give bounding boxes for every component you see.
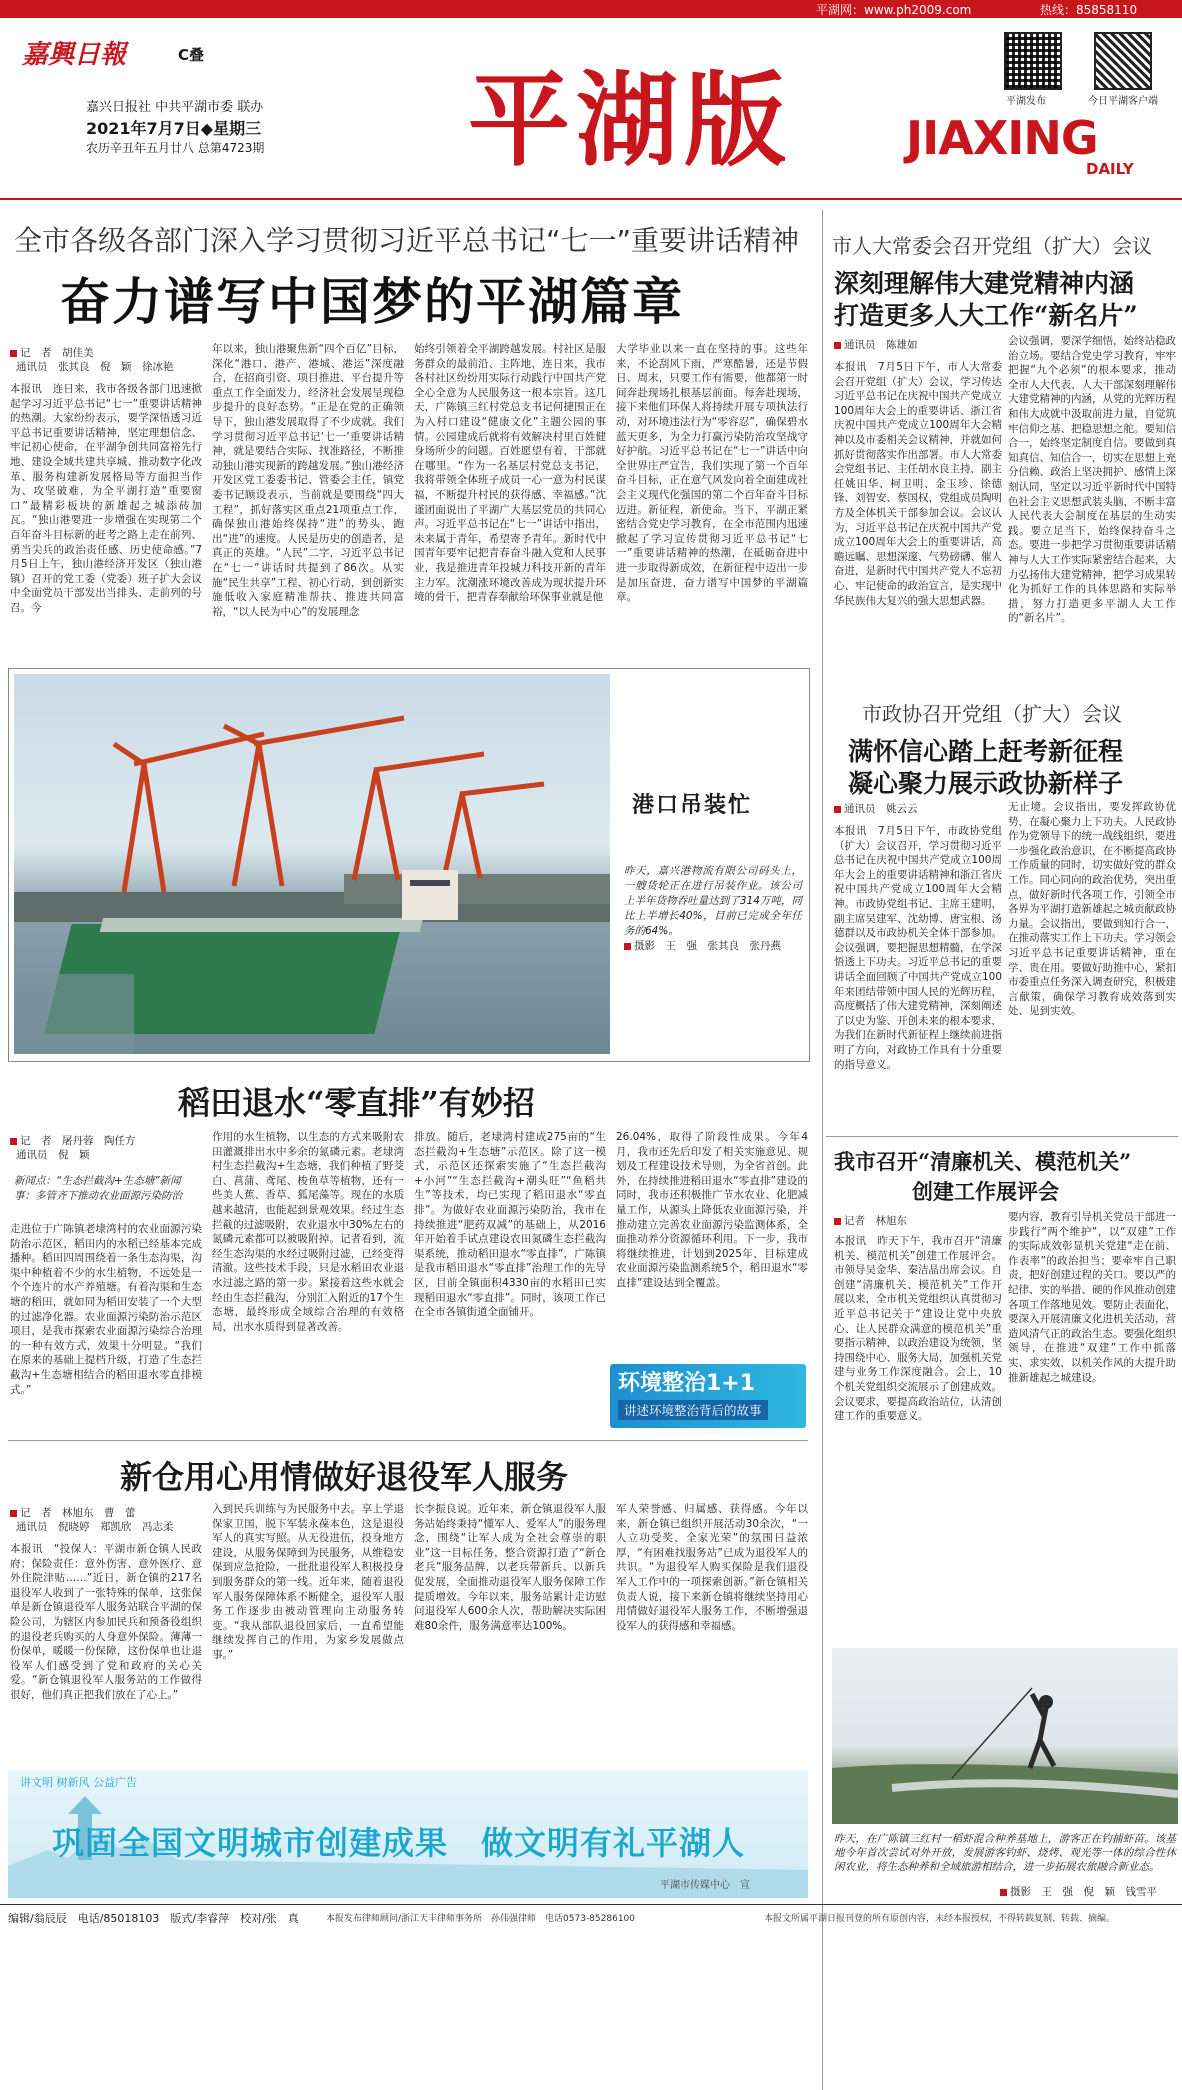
article-column: 走进位于广陈镇老埭湾村的农业面源污染防治示范区，稻田内的水稻已经基本完成播种。稻田四周围绕着一条生态沟渠，沟渠中种植着不少的水生植物，不远处是一个个连片的水产养殖塘。有着沟渠和生态塘的稻田，就如同为稻田安装了一个大型的过滤净化器。农业面源污染防治示范区项目，是我市探索农业面源污染综合治理的一种有效方式，效果十分明显。“我们在原来的基础上提档升级，打造了生态拦截沟+生态塘相结合的稻田退水零直排模式。” bbox=[10, 1223, 202, 1396]
qr1-label: 平湖发布 bbox=[1006, 96, 1046, 107]
cppcc-kicker: 市政协召开党组（扩大）会议 bbox=[862, 702, 1122, 726]
lunar-date: 农历辛丑年五月廿八 总第4723期 bbox=[86, 141, 265, 155]
paper-logo: 嘉興日報 bbox=[22, 40, 127, 70]
publishers: 嘉兴日报社 中共平湖市委 联办 bbox=[86, 100, 264, 115]
article-column: 无止境。会议指出，要发挥政协优势，在凝心聚力上下功夫。人民政协作为党领导下的统一战线组织，要进一步强化政治意识，在不断提高政协工作质量的同时，切实做好党的群众工作。同心同向的政治优势，突出重点，做好新时代各项工作，引领全市各界为平湖打造新雄起之城贡献政协力量。会议指出，要做到知行合一，在推动落实工作上下功夫。学习领会习近平总书记重要讲话精神，重在学、贵在用。要做好助推中心，紧扣市委重点任务深入调查研究，积极建言献策，确保学习教育成效落到实处、见到实效。 bbox=[1008, 801, 1176, 1018]
article-column: 会议强调，要深学细悟，始终站稳政治立场。要结合党史学习教育，牢牢把握“九个必须”的根本要求，推动全市人大代表、人大干部深刻理解伟大建党精神的内涵，从党的光辉历程和伟大成就中汲取前进力量，自觉筑牢信仰之基、把稳思想之舵。要知信合一，始终坚定制度自信。要做到真知真信、知信合一，切实在思想上充分信赖、政治上坚决拥护、感情上深刻认同，坚定以习近平新时代中国特色社会主义思想武装头脑，不断丰富人民代表大会制度在基层的生动实践。要立足当下，始终保持奋斗之态。要进一步把学习贯彻重要讲话精神与人大工作实际紧密结合起来，大力弘扬伟大建党精神，把学习成果转化为抓好工作的具体思路和实际举措，努力打造更多平湖人大工作的“新名片”。 bbox=[1008, 335, 1176, 625]
byline-marker-icon bbox=[834, 806, 841, 813]
npc-byline: 通讯员 陈雄如 bbox=[834, 338, 918, 352]
article-column: 本报讯 连日来，我市各级各部门迅速掀起学习习近平总书记“七一”重要讲话精神的热潮。大家纷纷表示，要学深悟透习近平总书记重要讲话精神，坚定理想信念、牢记初心使命，在平湖争创共同富裕先行地、建设全域共建共享城、推动数字化改革、服务构建新发展格局等方面担当作为、攻坚破难，为全平湖打造“重要窗口”最精彩板块的新雄起之城添砖加瓦。“独山港要进一步增强在实现第二个百年奋斗目标新的赶考之路上走在前列、勇当尖兵的政治责任感、历史使命感。”7月5日上午，独山港经济开发区（独山港镇）召开的党工委（党委）班子扩大会议中全面党员干部发出当排头、走前列的号召。今 bbox=[10, 383, 202, 614]
article-column: 始终引领着全平湖跨越发展。村社区是服务群众的最前沿、主阵地，连日来，我市各村社区纷纷用实际行动践行中国共产党全心全意为人民服务这一根本宗旨。这几天，广陈镇三红村党总支书记何捷围正在为入村口建设“健康文化”主题公园的事情。公园建成后就将有效解决村里百姓健身场所少的问题。百姓愿望有着，干部就在哪里。“作为一名基层村党总支书记，我将带领全体班子成员一心一意为村民谋福，不断提升村民的获得感、幸福感。”沈谨团面说出了平湖广大基层党员的共同心声。习近平总书记在“七一”讲话中指出，未来属于青年，希望寄予青年。新时代中国青年要牢记把青春奋斗融入党和人民事业，我是推进青年投城力科技开新的青年主力军。沈潮涨环境改善成为现状提升环境的骨干，把青春奉献给环保事业就是他 bbox=[414, 343, 606, 604]
article-column: 本报讯 昨天下午，我市召开“清廉机关、模范机关”创建工作展评会。市领导吴金华、秦洁晶出席会议。自创建“清廉机关、模范机关”工作开展以来，全市机关党组织认真贯彻习近平总书记关于“建设让党中央放心、让人民群众满意的模范机关”重要指示精神，以政治建设为统领，坚持围绕中心、服务大局，加强机关党建与业务工作深度融合。会上，10个机关党组织交流展示了创建成效。会议要求，要提高政治站位，认清创建工作的重要意义。 bbox=[834, 1235, 1002, 1423]
anti-headline: 我市召开“清廉机关、模范机关” bbox=[834, 1149, 1132, 1174]
env-banner-title: 环境整治1+1 bbox=[618, 1371, 756, 1396]
article-column: 大学毕业以来一直在坚持的事。这些年来，不论刮风下雨，严寒酷暑，还是节假日、周末，只要工作有需要，他都第一时间奔赴现场扎根基层前面。每奔赴现场，接下来他们环保人将持续开展专项执法行动，对环境违法行为“零容忍”，确保碧水蓝天更多，为全力打赢污染防治攻坚战守好护航。习近平总书记在“七一”讲话中向全世界庄严宣告，我们实现了第一个百年奋斗目标，正在意气风发向着全面建成社会主义现代化强国的第二个百年奋斗目标迈进。新征程，新使命。当下，平湖正紧密结合党史学习教育，在全市范围内迅速掀起了学习宣传贯彻习近平总书记“七一”重要讲话精神的热潮，在砥砺奋进中进一步取得新成效，在新征程中迈出一步是加压奋进，奋力谱写中国梦的平湖篇章。 bbox=[616, 343, 808, 604]
vets-byline bbox=[10, 1506, 202, 1534]
byline-marker-icon bbox=[10, 350, 17, 357]
masthead-rule bbox=[0, 198, 1182, 200]
rice-byline bbox=[10, 1134, 202, 1162]
byline-line: 通讯员 倪晓婷 郑凯欣 冯志柔 bbox=[16, 1521, 174, 1533]
section-rule bbox=[826, 1136, 1178, 1137]
qr-code-icon bbox=[1004, 32, 1062, 90]
column-divider bbox=[822, 210, 823, 2090]
site-url[interactable]: 平湖网：www.ph2009.com bbox=[816, 3, 972, 17]
npc-headline: 深刻理解伟大建党精神内涵 bbox=[834, 269, 1135, 298]
top-bar bbox=[0, 0, 1182, 18]
article-column: 本报讯 7月5日下午，市人大常委会召开党组（扩大）会议，学习传达习近平总书记在庆祝中国共产党成立100周年大会上的重要讲话、浙江省庆祝中国共产党成立100周年大会精神以及市委相关会议精神，并就如何抓好贯彻落实作出部署。市人大常委会党组书记、主任胡水良主持，副主任姚田华、柯卫明、金玉珍、徐德锋、刘智安、蔡国权，党组成员陶明方及全体机关干部参加会议。会议认为，习近平总书记在庆祝中国共产党成立100周年大会上的重要讲话，高瞻远瞩、思想深邃、气势磅礴、催人奋进，是新时代中国共产党人不忘初心、牢记使命的政治宣言，是实现中华民族伟大复兴的强大思想武器。 bbox=[834, 361, 1002, 607]
lead-headline: 奋力谱写中国梦的平湖篇章 bbox=[60, 272, 684, 331]
footer-copyright: 本报文所属平湖日报刊登的所有原创内容，未经本报授权，不得转载复制、转载、摘编。 bbox=[764, 1914, 1116, 1924]
issue-date: 2021年7月7日◆星期三 bbox=[86, 119, 262, 138]
byline-marker-icon bbox=[834, 342, 841, 349]
byline-line: 通讯员 张其良 倪 颖 徐冰艳 bbox=[16, 361, 174, 373]
cppcc-byline: 通讯员 姚云云 bbox=[834, 802, 918, 816]
brand-sub: DAILY bbox=[1086, 160, 1134, 178]
article-column: 排放。随后，老埭湾村建成275亩的“生态拦截沟+生态塘”示范区。除了这一模式，示范区还探索实施了“生态拦截沟+小河”“生态拦截沟+潮头旺”“鱼稻共生”等技术，均已实现了稻田退水“零直排”。为做好农业面源污染防治，我市在持续推进“肥药双减”的基础上，从2016年开始着手试点建设农田氮磷生态拦截沟渠系统，推动稻田退水“零直排”，广陈镇是我市稻田退水“零直排”治理工作的先导区，目前全镇面积4330亩的水稻田已实现稻田退水“零直排”。同时，该项工作已在全市各镇街道全面铺开。 bbox=[414, 1131, 606, 1319]
qr-code-icon bbox=[1094, 32, 1152, 90]
footer-legal: 本报发布律师顾问/浙江天丰律师事务所 孙伟强律师 电话0573-85286100 bbox=[326, 1914, 635, 1924]
edition-title: 平湖版 bbox=[468, 61, 792, 181]
article-column: 作用的水生植物，以生态的方式来吸附农田灌溉排出水中多余的氮磷元素。老埭湾村生态拦截沟+生态塘，我们种植了野茭白、菖蒲、鸢尾、梭鱼草等植物，还有一些美人蕉、香草、狐尾藻等。现在的水质越来越清，也能起到景观效果。经过生态拦截的过滤吸附，农业退水中30%左右的氮磷元素都可以被吸附掉。记者看到，流经生态沟渠的水经过吸附过滤，已经变得清澈。这些技术手段，只是水稻田农业退水过滤之路的第一步。紧接着这些水就会经由生态拦截沟，分别汇入附近的17个生态塘，最终形成全域综合治理的有效格局，出水水质得到显著改善。 bbox=[212, 1131, 404, 1333]
byline-line: 记 者 胡佳美 bbox=[10, 346, 202, 360]
byline-line: 记 者 屠丹蓉 陶任方 bbox=[10, 1134, 202, 1148]
port-illustration bbox=[14, 674, 610, 1054]
byline-line: 记 者 林旭东 曹 蕾 bbox=[10, 1506, 202, 1520]
credit-marker-icon bbox=[1000, 1889, 1007, 1896]
rice-headline: 稻田退水“零直排”有妙招 bbox=[178, 1084, 535, 1122]
byline-line: 通讯员 倪 颖 bbox=[16, 1149, 90, 1161]
brand-logo: JIAXING bbox=[906, 111, 1098, 165]
qr2-label: 今日平湖客户端 bbox=[1088, 96, 1158, 107]
port-photo bbox=[14, 674, 610, 1054]
article-column: 要内容，教育引导机关党员干部进一步践行“两个维护”，以“双建”工作的实际成效彰显机关党建“走在前、作表率”的政治担当；要牵牢自己职责，把好创建过程的关口。要以严的纪律、实的举措、硬的作风推动创建各项工作落地见效。要防止表面化，要深入开展清廉文化进机关活动，营造风清气正的政治生态。要强化组织领导，在推进“双建”工作中抓落实、求实效，以机关作风的大提升助推新雄起之城建设。 bbox=[1008, 1211, 1176, 1384]
lead-kicker: 全市各级各部门深入学习贯彻习近平总书记“七一”重要讲话精神 bbox=[14, 224, 800, 257]
npc-kicker: 市人大常委会召开党组（扩大）会议 bbox=[832, 234, 1152, 258]
credit-marker-icon bbox=[624, 943, 631, 950]
article-column: 入到民兵训练与为民服务中去。享上学退保家卫国，脱下军装永葆本色，这是退役军人的真实写照。从无役进伍，投身地方建设，从服务保障到为民服务，从维稳安保到应急抢险，一批批退役军人积极投身到服务群众的第一线。近年来，随着退役军人服务保障体系不断健全，退役军人服务工作逐步由被动管理向主动服务转变。“我从部队退役回家后，一直希望能继续发挥自己的作用，为家乡发展做点事。” bbox=[212, 1503, 404, 1661]
byline-marker-icon bbox=[834, 1218, 841, 1225]
fishing-photo bbox=[832, 1648, 1178, 1824]
anti-headline: 创建工作展评会 bbox=[912, 1179, 1059, 1204]
photo-caption: 昨天，在广陈镇三红村一稻虾混合种养基地上，游客正在钓捕虾苗。该基地今年首次尝试对外开放，发展游客钓虾、烧烤、观光等一体的综合性休闲农业，将生态种养和全域旅游相结合，进一步拓展农旅融合新业态。 bbox=[834, 1833, 1176, 1873]
ad-slogan: 巩固全国文明城市创建成果 做文明有礼平湖人 bbox=[52, 1824, 746, 1862]
vets-headline: 新仓用心用情做好退役军人服务 bbox=[120, 1458, 569, 1496]
anti-byline: 记者 林旭东 bbox=[834, 1214, 907, 1228]
article-column: 军人荣誉感、归属感、获得感。今年以来，新仓镇已组织开展活动30余次，“一人立功受奖，全家光荣”的氛围日益浓厚，“有困难找服务站”已成为退役军人的共识。“为退役军人购买保险是我们退役军人工作中的一项探索创新。”新仓镇相关负责人说，接下来新仓镇将继续坚持用心用情做好退役军人服务工作，不断增强退役军人的获得感和幸福感。 bbox=[616, 1503, 808, 1632]
photo-credit: 摄影 王 强 张其良 张丹燕 bbox=[624, 938, 781, 953]
article-column: 本报讯 7月5日下午，市政协党组（扩大）会议召开，学习贯彻习近平总书记在庆祝中国共产党成立100周年大会上的重要讲话精神和浙江省庆祝中国共产党成立100周年大会精神。市政协党组书记、主席王建明，副主席吴建军、沈幼博、唐宝根、汤德群以及市政协机关全体干部参加。会议强调，要把握思想精髓，在学深悟透上下功夫。习近平总书记的重要讲话全面回顾了中国共产党成立100年来团结带领中国人民的光辉历程，高度概括了伟大建党精神，深刻阐述了以史为鉴、开创未来的根本要求，为我们在新时代新征程上继续前进指明了方向，对政协工作具有十分重要的指导意义。 bbox=[834, 825, 1002, 1071]
cppcc-headline: 凝心聚力展示政协新样子 bbox=[848, 769, 1124, 798]
npc-headline: 打造更多人大工作“新名片” bbox=[834, 301, 1138, 330]
env-banner-sub: 讲述环境整治背后的故事 bbox=[618, 1400, 768, 1420]
photo-caption: 昨天，嘉兴港物流有限公司码头上，一艘货轮正在进行吊装作业。该公司上半年货物吞吐量达到了314万吨，同比上半增长40%，目前已完成全年任务的64%。 bbox=[624, 865, 802, 937]
lead-byline bbox=[10, 346, 202, 374]
rice-lead-in: 新闻点：“生态拦截沟+生态塘”新闻事：多管齐下推动农业面源污染防治 bbox=[14, 1175, 182, 1202]
article-column: 26.04%，取得了阶段性成果。今年4月，我市还先后印发了相关实施意见、规划及工程建设技术导则，为全省首创。此外，在持续推进稻田退水“零直排”建设的同时，我市还积极推广节水农业、化肥减量工作，从源头上降低农业面源污染，并推动建立完善农业面源污染监测体系，全面推动养分资源循环利用。下一步，我市将继续推进，计划到2025年，目标建成农业面源污染监测系统5个，稻田退水“零直排”建设达到全覆盖。 bbox=[616, 1131, 808, 1289]
fishing-illustration bbox=[832, 1648, 1178, 1824]
photo-title: 港口吊装忙 bbox=[632, 793, 753, 818]
article-column: 长李振良说。近年来，新仓镇退役军人服务站始终秉持“懂军人、爱军人”的服务理念，围绕“让军人成为全社会尊崇的职业”这一目标任务，整合资源打造了“新仓老兵”服务品牌，以老兵带新兵、以新兵促发展，全面推动退役军人服务保障工作提质增效。今年以来，服务站累计走访慰问退役军人600余人次，帮助解决实际困难80余件，服务满意率达100%。 bbox=[414, 1503, 606, 1632]
ad-sponsor: 平湖市传媒中心 宣 bbox=[660, 1880, 750, 1891]
article-column: 年以来，独山港聚焦新“四个百亿”目标，深化“港口、港产、港城、港运”深度融合，在招商引资、项目推进、平台提升等重点工作全面发力，经济社会发展呈现稳步提升的良好态势。“正是在党的正确领导下，独山港发展取得了不少成就。我们学习贯彻习近平总书记‘七一’重要讲话精神，就是要结合实际、找准路径，不断推动独山港实现新的跨越发展。”独山港经济开发区党工委委书记、管委会主任，镇党委书记顾设表示，当前就是要围绕“四大工程”，抓好落实区重点21项重点工作，确保独山港始终保持“进”的势头，跑出“进”的速度。人民是历史的创造者，是真正的英雄。“人民”二字，习近平总书记在“七一”讲话时共提到了86次。从实施“民生共享”工程、初心行动，到创新实施低收入家庭精准帮扶、推进共同富裕，“以人民为中心”的发展理念 bbox=[212, 343, 404, 618]
photo-credit: 摄影 王 强 倪 颖 钱雪平 bbox=[1000, 1884, 1157, 1899]
edition-code: C叠 bbox=[178, 46, 205, 64]
section-rule bbox=[8, 1440, 808, 1441]
footer-editor: 编辑/翁辰辰 电话/85018103 版式/李睿萍 校对/张 真 bbox=[8, 1912, 299, 1925]
byline-marker-icon bbox=[10, 1138, 17, 1145]
article-column: 本报讯 “投保人：平湖市新仓镇人民政府；保险责任：意外伤害、意外医疗、意外住院津贴……”近日，新仓镇的217名退役军人收到了一张特殊的保单，这张保单是新仓镇退役军人服务站联合平湖的保险公司，为辖区内参加民兵和预备役组织的退役老兵购买的人身意外保险。薄薄一份保单，暖暖一份保障，这份保单也让退役军人们感受到了党和政府的关心关爱。“新仓镇退役军人服务站的工作做得很好，他们真正把我们放在了心上。” bbox=[10, 1543, 202, 1701]
hotline: 热线：85858110 bbox=[1040, 3, 1138, 17]
ad-top-line: 讲文明 树新风 公益广告 bbox=[20, 1776, 137, 1789]
cppcc-headline: 满怀信心踏上赶考新征程 bbox=[848, 737, 1124, 766]
byline-marker-icon bbox=[10, 1510, 17, 1517]
footer-rule bbox=[0, 1904, 1182, 1905]
